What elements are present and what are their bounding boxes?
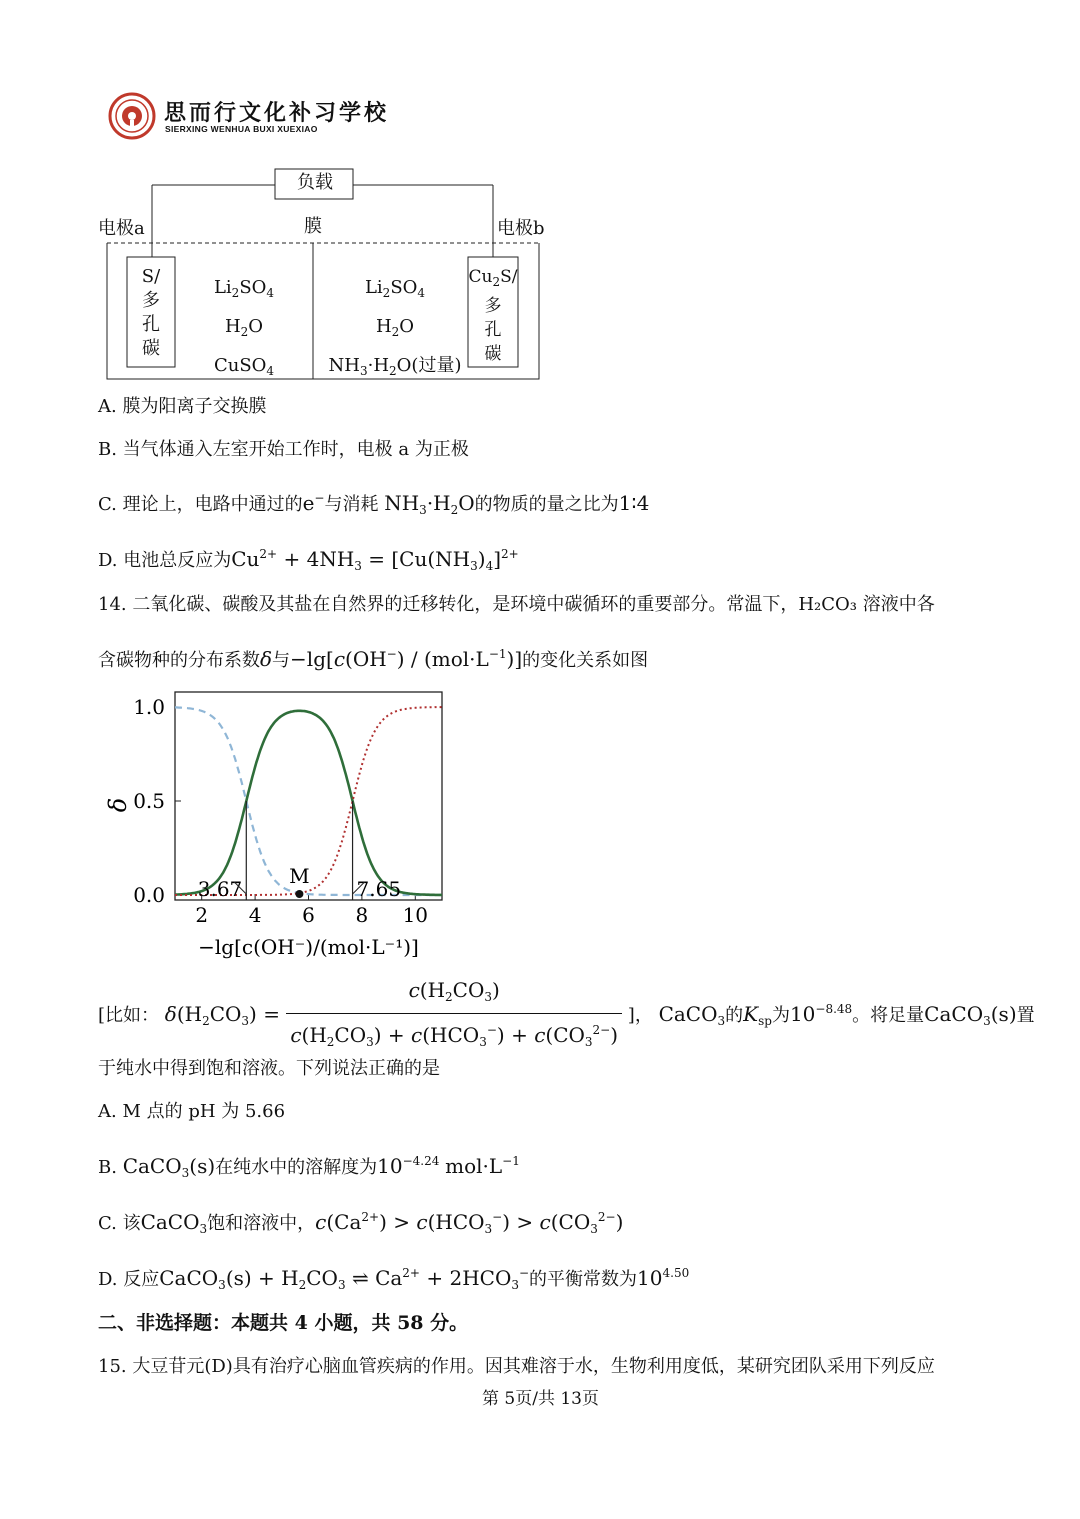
q13-option-c: C. 理论上，电路中通过的e−与消耗 $NH_3\cdot H_2O$的物质的量之比为1∶4 — [98, 491, 650, 517]
q14-option-c: C. 该CaCO$_3$饱和溶液中，$c(Ca^{2+}) > c(HCO_3^-) > c(CO_3^{2-})$ — [98, 1210, 624, 1236]
right-electrode-label: $Cu_2S/$ 多 孔 碳 — [468, 267, 518, 364]
crossing-label: 3.67 — [197, 877, 243, 901]
q14-option-a: A. M 点的 pH 为 5.66 — [98, 1101, 286, 1122]
membrane-label: 膜 — [304, 216, 322, 237]
q13-option-b: B. 当气体通入左室开始工作时，电极 a 为正极 — [98, 439, 469, 460]
distribution-chart-svg — [100, 680, 460, 970]
q14-stem-line2: 含碳物种的分布系数δ与$-\lg[c(OH^-) / (mol\cdot L^{-1})]$的变化关系如图 — [98, 647, 649, 671]
section-2-heading: 二、非选择题：本题共 4 小题，共 58 分。 — [98, 1312, 469, 1334]
electrode-a-label: 电极a — [98, 218, 145, 239]
left-electrode-label: S/ 多 孔 碳 — [141, 266, 161, 359]
x-tick-label: 2 — [195, 903, 209, 927]
q15-stem: 15. 大豆苷元(D)具有治疗心脑血管疾病的作用。因其难溶于水，生物利用度低，某研究团队采用下列反应 — [98, 1356, 935, 1377]
y-tick-label: 0.5 — [133, 789, 165, 813]
school-name-cn: 思而行文化补习学校 — [164, 101, 390, 126]
q14-option-d: D. 反应CaCO$_3$(s) + $H_2CO_3$ ⇌ $Ca^{2+} + 2HCO_3^-$的平衡常数为$10^{4.50}$ — [98, 1266, 690, 1292]
x-tick-label: 4 — [248, 903, 262, 927]
left-chamber-species: $Li_2SO_4$ $H_2O$ CuSO$_4$ — [213, 277, 275, 378]
x-tick-label: 10 — [402, 903, 429, 927]
q14-stem-line1: 14. 二氧化碳、碳酸及其盐在自然界的迁移转化，是环境中碳循环的重要部分。常温下，H₂CO₃ 溶液中各 — [98, 594, 935, 615]
point-m — [295, 890, 303, 898]
x-axis-label: −lg[c(OH⁻)/(mol·L⁻¹)] — [198, 935, 419, 959]
right-chamber-species: $Li_2SO_4$ $H_2O$ $NH_3\cdot H_2O$(过量) — [328, 277, 462, 378]
q14-stem-line4: 于纯水中得到饱和溶液。下列说法正确的是 — [98, 1058, 440, 1079]
school-name-en: SIERXING WENHUA BUXI XUEXIAO — [165, 124, 318, 134]
y-tick-label: 1.0 — [133, 695, 165, 719]
page-footer: 第 5页/共 13页 — [482, 1389, 599, 1409]
delta-fraction: $\frac{c(H_2CO_3)}{c(H_2CO_3) + c(HCO_3^-) + c(CO_3^{2-})}$ — [286, 976, 622, 1056]
q14-option-b: B. CaCO$_3$(s)在纯水中的溶解度为$10^{-4.24}$ $mol\cdot L^{-1}$ — [98, 1154, 520, 1180]
q13-option-a: A. 膜为阳离子交换膜 — [98, 396, 267, 417]
x-tick-label: 6 — [302, 903, 315, 927]
q14-example-line: [比如： $\delta(H_2CO_3)$ = $\frac{c(H_2CO_3)}{c(H_2CO_3) + c(HCO_3^-) + c(CO_3^{2-})}$ ]， CaCO$_3$的$K_{sp}$为$10^{-8.48}$。将足量CaCO$_3$(s)置 — [98, 976, 1035, 1056]
distribution-chart — [100, 680, 460, 970]
load-label: 负载 — [297, 172, 333, 193]
y-axis-label: δ — [104, 797, 132, 813]
q13-option-d: D. 电池总反应为$Cu^{2+} + 4NH_3 = [Cu(NH_3)_4]^{2+}$ — [98, 547, 519, 573]
point-m-label: M — [289, 864, 310, 888]
battery-diagram — [95, 165, 555, 385]
crossing-label: 7.65 — [356, 877, 402, 901]
y-tick-label: 0.0 — [133, 883, 165, 907]
school-logo — [108, 92, 156, 140]
x-tick-label: 8 — [355, 903, 369, 927]
school-seal-icon — [108, 92, 156, 140]
electrode-b-label: 电极b — [497, 218, 545, 239]
